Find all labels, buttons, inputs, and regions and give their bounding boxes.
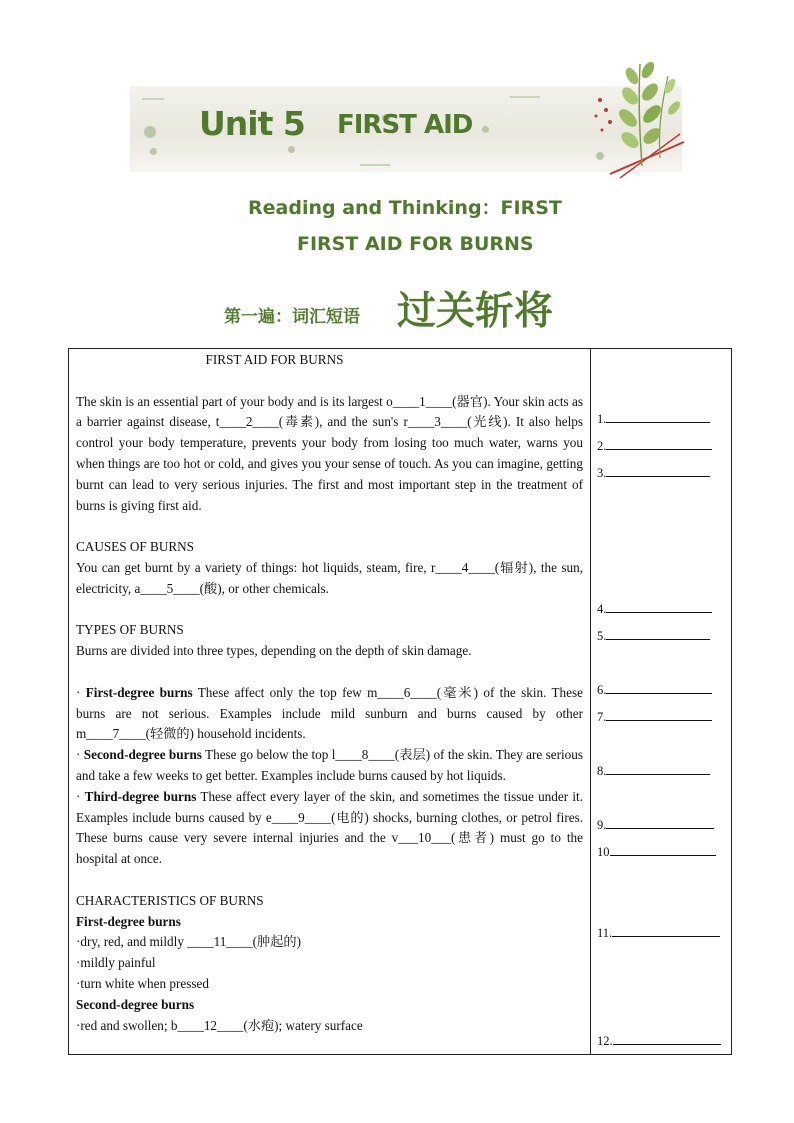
leaves-illustration xyxy=(580,56,690,182)
third-degree-paragraph: · Third-degree burns These affect every layer of the skin, and sometimes the tissue under it. Examples include burns caused by e____9____(电的) shocks, burning clothes, or petrol fires. These burns cause very severe internal injuries and the v___10___(患者) must go to the hospital at once. xyxy=(76,788,583,867)
section-label-large: 过关斩将 xyxy=(397,289,554,334)
characteristic-item: ·turn white when pressed xyxy=(76,975,209,991)
third-degree-label: Third-degree burns xyxy=(84,788,197,804)
answer-blank[interactable]: 3. xyxy=(597,464,710,481)
second-degree-subheading: Second-degree burns xyxy=(76,996,195,1012)
causes-heading: CAUSES OF BURNS xyxy=(76,539,194,555)
unit-title: Unit 5 xyxy=(199,104,305,143)
decor-dot xyxy=(482,126,489,133)
first-degree-paragraph: · First-degree burns These affect only the top few m____6____(毫米) of the skin. These burns are not serious. Examples include mild sunburn and burns caused by other m____7____(轻微的) household incidents. xyxy=(76,684,583,742)
lesson-subheading: FIRST AID FOR BURNS xyxy=(297,233,534,255)
intro-paragraph: The skin is an essential part of your body and is its largest o____1____(器官). Your skin acts as a barrier against disease, t____2____(毒素), and the sun's r____3____(光线). It also helps control your body temperature, prevents your body from losing too much water, warns you when things are too hot or cold, and gives you your sense of touch. As you can imagine, getting burnt can lead to very serious injuries. The first and most important step in the treatment of burns is giving first aid. xyxy=(76,393,583,513)
decor-dash xyxy=(510,96,540,98)
decor-dash xyxy=(360,164,390,166)
unit-subtitle: FIRST AID xyxy=(337,110,473,140)
second-degree-label: Second-degree burns xyxy=(83,747,202,763)
first-degree-label: First-degree burns xyxy=(85,684,193,700)
answer-blank[interactable]: 4. xyxy=(597,600,712,617)
passage-title: FIRST AID FOR BURNS xyxy=(205,352,344,367)
passage xyxy=(76,350,583,1036)
second-degree-paragraph: · Second-degree burns These go below the top l____8____(表层) of the skin. They are serious and take a few weeks to get better. Examples include burns caused by hot liquids. xyxy=(76,747,583,783)
types-paragraph: Burns are divided into three types, depending on the depth of skin damage. xyxy=(76,643,472,659)
section-label: 第一遍：词汇短语 xyxy=(224,307,360,327)
answer-blank[interactable]: 2. xyxy=(597,437,712,454)
answer-blank[interactable]: 7. xyxy=(597,708,712,725)
answer-blank[interactable]: 9. xyxy=(597,816,714,833)
types-heading: TYPES OF BURNS xyxy=(76,622,184,638)
decor-dot xyxy=(150,148,157,155)
causes-paragraph: You can get burnt by a variety of things: hot liquids, steam, fire, r____4____(辐射), the sun, electricity, a____5____(酸), or other chemicals. xyxy=(76,559,583,596)
third-degree-text: These affect every layer of the skin, and sometimes the tissue under it. Examples include burns caused by e____9____(电的) shocks, burning clothes, or petrol fires. These burns cause very severe internal injuries and the v___10___(患者) must go to the hospital at once. xyxy=(76,788,583,867)
characteristic-item: ·dry, red, and mildly ____11____(肿起的) xyxy=(76,934,302,950)
answer-blank[interactable]: 11. xyxy=(597,924,720,941)
lesson-heading: Reading and Thinking：FIRST xyxy=(248,197,562,219)
first-degree-text: These affect only the top few m____6____(毫米) of the skin. These burns are not serious. Examples include mild sunburn and burns caused by other m____7____(轻微的) household incidents. xyxy=(76,684,583,742)
decor-dot xyxy=(288,146,295,153)
answer-blank[interactable]: 10 xyxy=(597,843,716,860)
characteristic-item: ·mildly painful xyxy=(76,955,156,971)
characteristic-item: ·red and swollen; b____12____(水疱); watery surface xyxy=(76,1017,363,1033)
characteristics-heading: CHARACTERISTICS OF BURNS xyxy=(76,892,264,908)
second-degree-text: These go below the top l____8____(表层) of the skin. They are serious and take a few weeks to get better. Examples include burns caused by hot liquids. xyxy=(76,747,583,783)
first-degree-subheading: First-degree burns xyxy=(76,913,181,929)
answer-blank[interactable]: 1. xyxy=(597,410,710,427)
decor-dot xyxy=(144,126,156,138)
column-divider xyxy=(590,348,591,1055)
decor-dash xyxy=(142,98,164,100)
answer-blank[interactable]: 6. xyxy=(597,681,712,698)
answer-blank[interactable]: 8. xyxy=(597,762,710,779)
answer-blank[interactable]: 5. xyxy=(597,627,710,644)
answer-blank[interactable]: 12. xyxy=(597,1032,721,1049)
